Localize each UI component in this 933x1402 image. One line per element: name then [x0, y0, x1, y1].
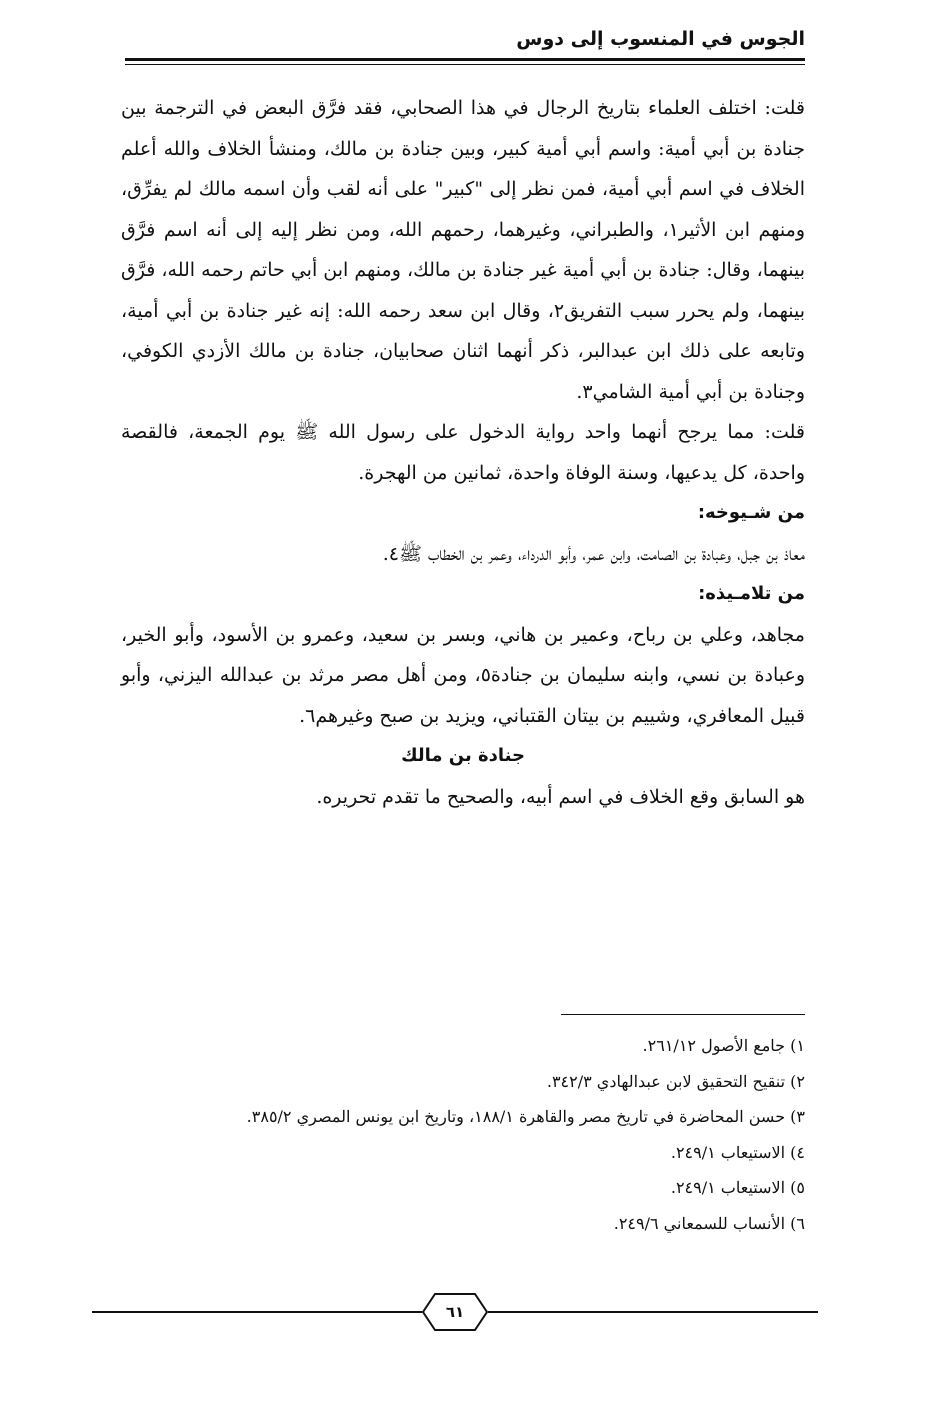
main-text [121, 88, 805, 817]
footnote: ٥) الاستيعاب ٢٤٩/١. [670, 1178, 805, 1197]
page-header [125, 28, 805, 65]
running-title: الجوس في المنسوب إلى دوس [516, 28, 805, 50]
header-rule-thick [125, 58, 805, 61]
footnotes-list [121, 1028, 805, 1241]
footer-line-right [488, 1311, 818, 1313]
paragraph-teachers: معاذ بن جبل، وعبادة بن الصامت، وابن عمر، وأبو الدرداء، وعمر بن الخطاب ﷺ٤. [382, 542, 805, 565]
page-number-badge [421, 1292, 489, 1332]
footnote: ١) جامع الأصول ٢٦١/١٢. [642, 1036, 805, 1055]
footnote: ٣) حسن المحاضرة في تاريخ مصر والقاهرة ١٨٨/١، وتاريخ ابن يونس المصري ٣٨٥/٢. [246, 1107, 805, 1126]
heading-janada-ibn-malik: جنادة بن مالك [401, 745, 525, 766]
paragraph-discussion: قلت: اختلف العلماء بتاريخ الرجال في هذا الصحابي، فقد فرَّق البعض في الترجمة بين جنادة بن أبي أمية: واسم أبي أمية كبير، وبين جنادة بن مالك، ومنشأ الخلاف والله أعلم الخلاف في اسم أبي أمية، فمن نظر إلى "كبير" على أنه لقب وأن اسمه مالك لم يفرِّق، ومنهم ابن الأثير١، والطبراني، وغيرهما، رحمهم الله، ومن نظر إليه إلى أنه اسم فرَّق بينهما، وقال: جنادة بن أبي أمية غير جنادة بن مالك، ومنهم ابن أبي حاتم رحمه الله، فرَّق بينهما، ولم يحرر سبب التفريق٢، وقال ابن سعد رحمه الله: إنه غير جنادة بن أبي أمية، وتابعه على ذلك ابن عبدالبر، ذكر أنهما اثنان صحابيان، جنادة بن مالك الأزدي الكوفي، وجنادة بن أبي أمية الشامي٣. [121, 97, 806, 403]
heading-teachers: من شـيوخه: [697, 502, 805, 523]
paragraph-students: مجاهد، وعلي بن رباح، وعمير بن هاني، وبسر بن سعيد، وعمرو بن الأسود، وأبو الخير، وعبادة بن نسي، وابنه سليمان بن جنادة٥، ومن أهل مصر مرثد بن عبدالله اليزني، وأبو قبيل المعافري، وشييم بن بيتان القتباني، ويزيد بن صبح وغيرهم٦. [121, 623, 805, 727]
paragraph-janada-ibn-malik: هو السابق وقع الخلاف في اسم أبيه، والصحيح ما تقدم تحريره. [316, 785, 805, 808]
footnote-separator [561, 1014, 805, 1015]
heading-students: من تلامـيذه: [698, 583, 805, 604]
header-rule-thin [125, 64, 805, 65]
paragraph-conclusion: قلت: مما يرجح أنهما واحد رواية الدخول على رسول الله ﷺ يوم الجمعة، فالقصة واحدة، كل يدعيها، وسنة الوفاة واحدة، ثمانين من الهجرة. [121, 421, 805, 484]
footer-line-left [92, 1311, 422, 1313]
footnote: ٦) الأنساب للسمعاني ٢٤٩/٦. [613, 1213, 805, 1233]
footnote: ٢) تنقيح التحقيق لابن عبدالهادي ٣٤٢/٣. [546, 1071, 805, 1091]
page-footer [92, 1292, 818, 1332]
page-number: ٦١ [445, 1303, 465, 1321]
footnote: ٤) الاستيعاب ٢٤٩/١. [670, 1142, 805, 1162]
